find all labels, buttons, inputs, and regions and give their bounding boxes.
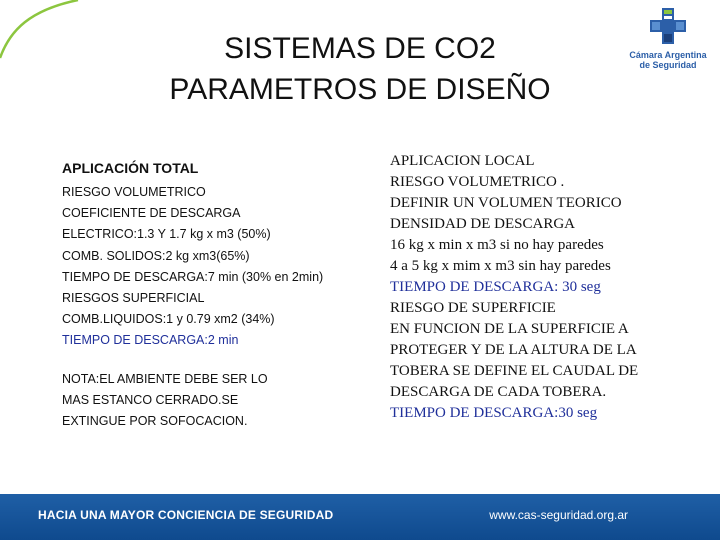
title-line-1: SISTEMAS DE CO2 bbox=[224, 32, 496, 65]
right-line: APLICACION LOCAL bbox=[390, 153, 535, 169]
right-line: 16 kg x min x m3 si no hay paredes bbox=[390, 237, 604, 253]
left-line: TIEMPO DE DESCARGA:7 min (30% en 2min) bbox=[62, 269, 324, 284]
left-heading: APLICACIÓN TOTAL bbox=[62, 160, 199, 176]
right-column bbox=[390, 151, 710, 424]
left-line: RIESGO VOLUMETRICO bbox=[62, 185, 206, 199]
note-line: MAS ESTANCO CERRADO.SE bbox=[62, 393, 239, 407]
right-line: DEFINIR UN VOLUMEN TEORICO bbox=[390, 195, 622, 211]
logo-text-line-2: de Seguridad bbox=[639, 60, 697, 70]
footer-website-link[interactable]: www.cas-seguridad.org.ar bbox=[489, 508, 628, 522]
note-line: EXTINGUE POR SOFOCACION. bbox=[62, 414, 248, 428]
left-line: RIESGOS SUPERFICIAL bbox=[62, 291, 205, 306]
left-line: COMB.LIQUIDOS:1 y 0.79 xm2 (34%) bbox=[62, 312, 275, 327]
left-line: ELECTRICO:1.3 Y 1.7 kg x m3 (50%) bbox=[62, 227, 271, 242]
logo-text-line-1: Cámara Argentina bbox=[629, 50, 707, 60]
right-line: EN FUNCION DE LA SUPERFICIE A bbox=[390, 321, 629, 337]
right-line-discharge-time: TIEMPO DE DESCARGA:30 seg bbox=[390, 405, 598, 421]
slide-title bbox=[130, 28, 590, 110]
right-line: DESCARGA DE CADA TOBERA. bbox=[390, 384, 607, 400]
footer-slogan: HACIA UNA MAYOR CONCIENCIA DE SEGURIDAD bbox=[38, 508, 334, 522]
corner-curve-decoration bbox=[0, 0, 80, 70]
left-column bbox=[62, 158, 382, 352]
right-line: DENSIDAD DE DESCARGA bbox=[390, 216, 576, 232]
left-line: COEFICIENTE DE DESCARGA bbox=[62, 206, 241, 221]
right-line: 4 a 5 kg x mim x m3 sin hay paredes bbox=[390, 258, 611, 274]
note-block bbox=[62, 369, 362, 432]
left-line-discharge-time: TIEMPO DE DESCARGA:2 min bbox=[62, 333, 239, 348]
footer-bar bbox=[0, 494, 720, 540]
right-line: RIESGO VOLUMETRICO . bbox=[390, 174, 565, 190]
right-line-discharge-time: TIEMPO DE DESCARGA: 30 seg bbox=[390, 279, 601, 295]
right-line: TOBERA SE DEFINE EL CAUDAL DE bbox=[390, 363, 639, 379]
right-line: RIESGO DE SUPERFICIE bbox=[390, 300, 556, 316]
cross-logo-icon bbox=[648, 6, 688, 46]
note-line: NOTA:EL AMBIENTE DEBE SER LO bbox=[62, 372, 268, 386]
logo bbox=[620, 6, 716, 78]
title-line-2: PARAMETROS DE DISEÑO bbox=[169, 73, 551, 106]
left-line: COMB. SOLIDOS:2 kg xm3(65%) bbox=[62, 248, 250, 263]
right-line: PROTEGER Y DE LA ALTURA DE LA bbox=[390, 342, 637, 358]
